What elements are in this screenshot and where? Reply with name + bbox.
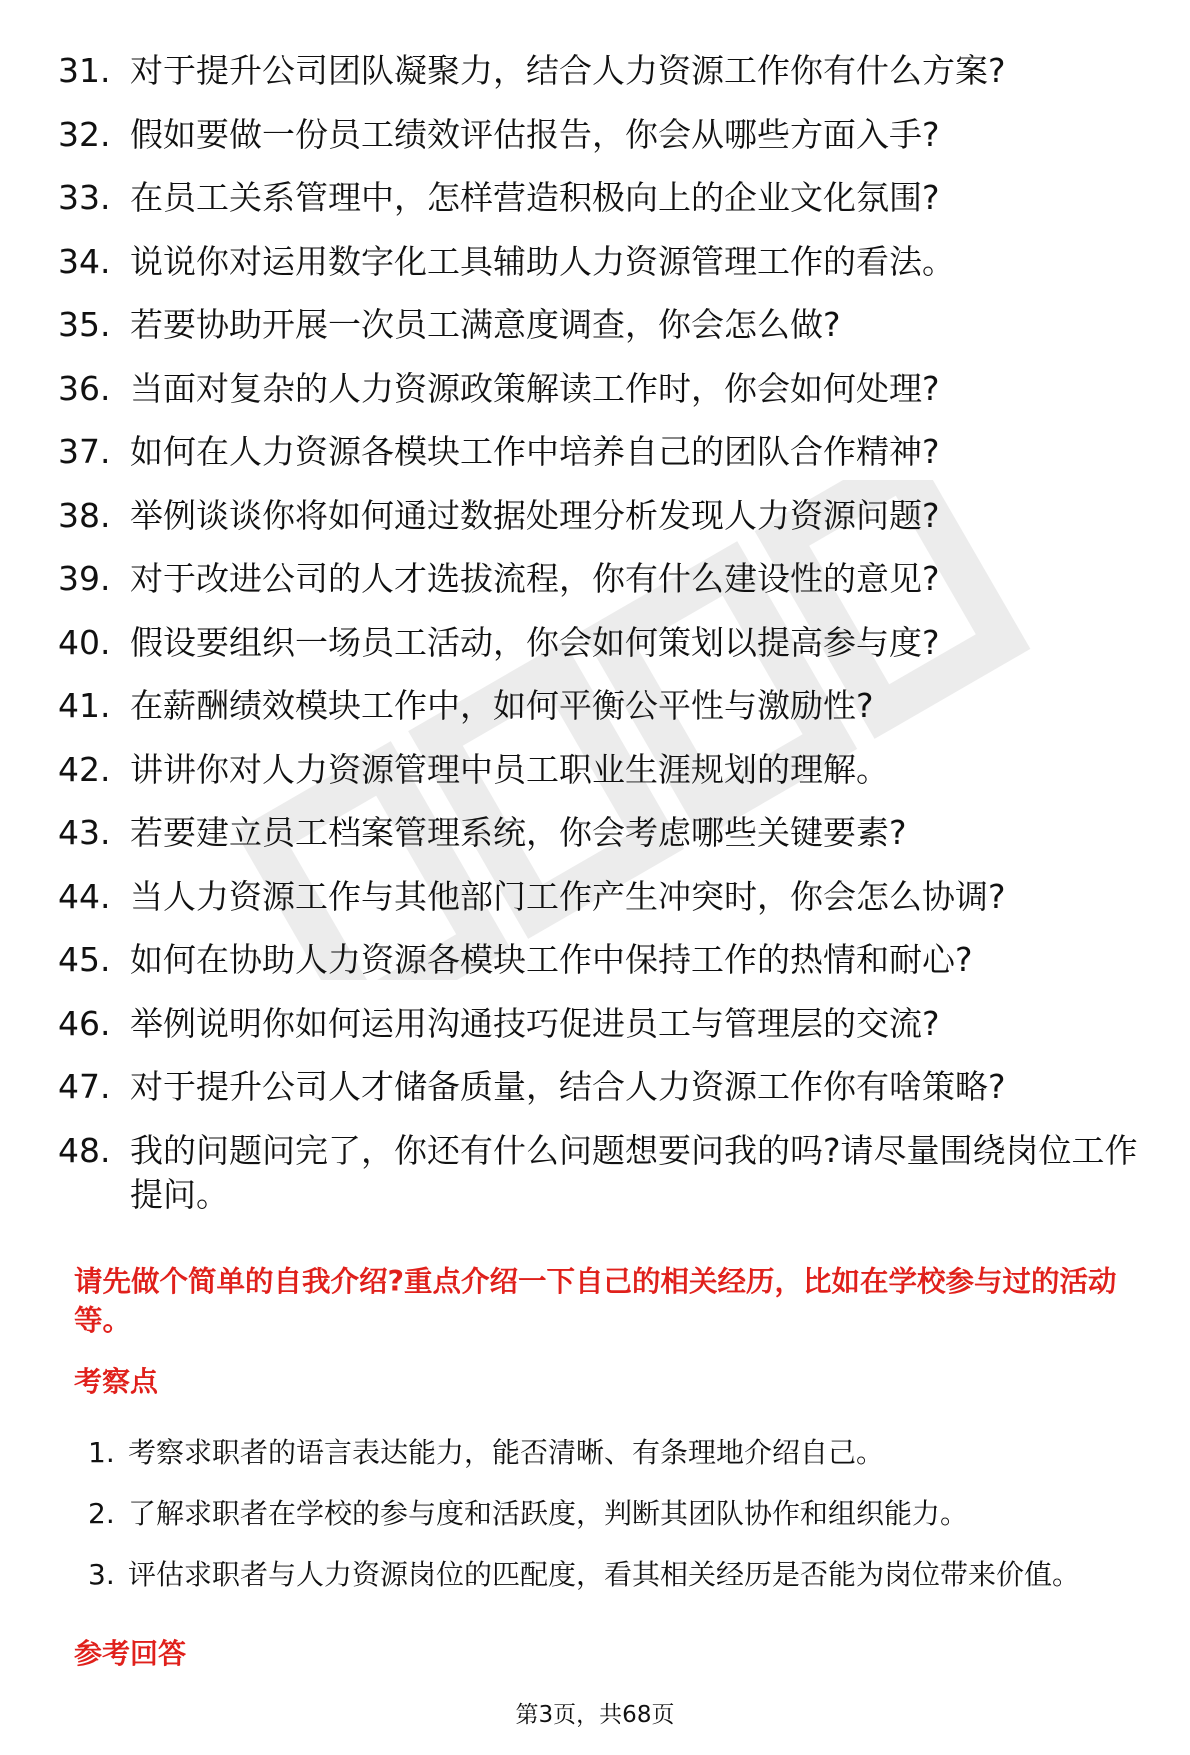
- question-item: [58, 999, 1148, 1049]
- question-item: [58, 872, 1148, 922]
- question-item: [58, 491, 1148, 541]
- highlight-question: 请先做个简单的自我介绍?重点介绍一下自己的相关经历，比如在学校参与过的活动等。: [74, 1265, 1117, 1337]
- point-text: 考察求职者的语言表达能力，能否清晰、有条理地介绍自己。: [128, 1436, 885, 1469]
- question-text: 对于提升公司人才储备质量，结合人力资源工作你有啥策略?: [130, 1067, 1006, 1106]
- question-text: 举例谈谈你将如何通过数据处理分析发现人力资源问题?: [130, 495, 940, 535]
- question-text: 如何在协助人力资源各模块工作中保持工作的热情和耐心?: [130, 940, 973, 979]
- question-text: 当面对复杂的人力资源政策解读工作时，你会如何处理?: [130, 368, 940, 408]
- question-number: 46.: [58, 1003, 111, 1043]
- question-number: 44.: [58, 876, 111, 916]
- question-item: [58, 300, 1148, 350]
- question-item: [58, 808, 1148, 858]
- question-item: [58, 745, 1148, 795]
- question-number: 37.: [58, 432, 111, 471]
- question-number: 48.: [58, 1130, 111, 1170]
- question-item: [58, 427, 1148, 477]
- question-item: [58, 110, 1148, 160]
- question-item: [58, 1062, 1148, 1112]
- assessment-points: [88, 1433, 1158, 1616]
- question-text: 讲讲你对人力资源管理中员工职业生涯规划的理解。: [130, 749, 889, 789]
- question-number: 43.: [58, 813, 111, 852]
- question-number: 36.: [58, 368, 111, 408]
- question-text: 说说你对运用数字化工具辅助人力资源管理工作的看法。: [130, 241, 955, 281]
- question-text: 假如要做一份员工绩效评估报告，你会从哪些方面入手?: [130, 114, 940, 154]
- question-number: 32.: [58, 114, 111, 154]
- question-number: 38.: [58, 495, 111, 535]
- question-number: 34.: [58, 241, 111, 281]
- section-title-kaocha: 考察点: [74, 1365, 159, 1398]
- section-title-cankao: 参考回答: [74, 1637, 187, 1670]
- question-text: 在员工关系管理中，怎样营造积极向上的企业文化氛围?: [130, 178, 940, 217]
- question-number: 39.: [58, 559, 111, 598]
- point-item: [88, 1494, 1158, 1534]
- question-number: 35.: [58, 305, 111, 344]
- point-number: 1.: [88, 1436, 115, 1469]
- question-item: [58, 554, 1148, 604]
- question-item: [58, 46, 1148, 96]
- question-text: 若要建立员工档案管理系统，你会考虑哪些关键要素?: [130, 813, 907, 852]
- question-item: [58, 173, 1148, 223]
- question-text: 举例说明你如何运用沟通技巧促进员工与管理层的交流?: [130, 1003, 940, 1043]
- question-item: [58, 237, 1148, 287]
- question-item: [58, 681, 1148, 731]
- question-text: 对于改进公司的人才选拔流程，你有什么建设性的意见?: [130, 559, 940, 598]
- point-text: 评估求职者与人力资源岗位的匹配度，看其相关经历是否能为岗位带来价值。: [128, 1558, 1081, 1591]
- point-item: [88, 1433, 1158, 1473]
- question-text: 我的问题问完了，你还有什么问题想要问我的吗?请尽量围绕岗位工作提问。: [130, 1130, 1138, 1214]
- question-item: [58, 1126, 1148, 1217]
- question-number: 31.: [58, 51, 111, 90]
- question-number: 45.: [58, 940, 111, 979]
- page-number: 第3页，共68页: [515, 1702, 675, 1728]
- question-text: 若要协助开展一次员工满意度调查，你会怎么做?: [130, 305, 841, 344]
- question-text: 假设要组织一场员工活动，你会如何策划以提高参与度?: [130, 622, 940, 662]
- point-number: 3.: [88, 1558, 115, 1591]
- question-item: [58, 618, 1148, 668]
- question-item: [58, 935, 1148, 985]
- question-number: 47.: [58, 1067, 111, 1106]
- point-text: 了解求职者在学校的参与度和活跃度，判断其团队协作和组织能力。: [128, 1497, 969, 1530]
- question-number: 40.: [58, 622, 111, 662]
- point-item: [88, 1555, 1158, 1595]
- question-item: [58, 364, 1148, 414]
- question-number: 41.: [58, 686, 111, 725]
- question-text: 如何在人力资源各模块工作中培养自己的团队合作精神?: [130, 432, 940, 471]
- point-number: 2.: [88, 1497, 115, 1530]
- question-number: 42.: [58, 749, 111, 789]
- question-text: 当人力资源工作与其他部门工作产生冲突时，你会怎么协调?: [130, 876, 1006, 916]
- question-text: 对于提升公司团队凝聚力，结合人力资源工作你有什么方案?: [130, 51, 1006, 90]
- question-text: 在薪酬绩效模块工作中，如何平衡公平性与激励性?: [130, 686, 874, 725]
- question-number: 33.: [58, 178, 111, 217]
- question-list: [58, 46, 1148, 1230]
